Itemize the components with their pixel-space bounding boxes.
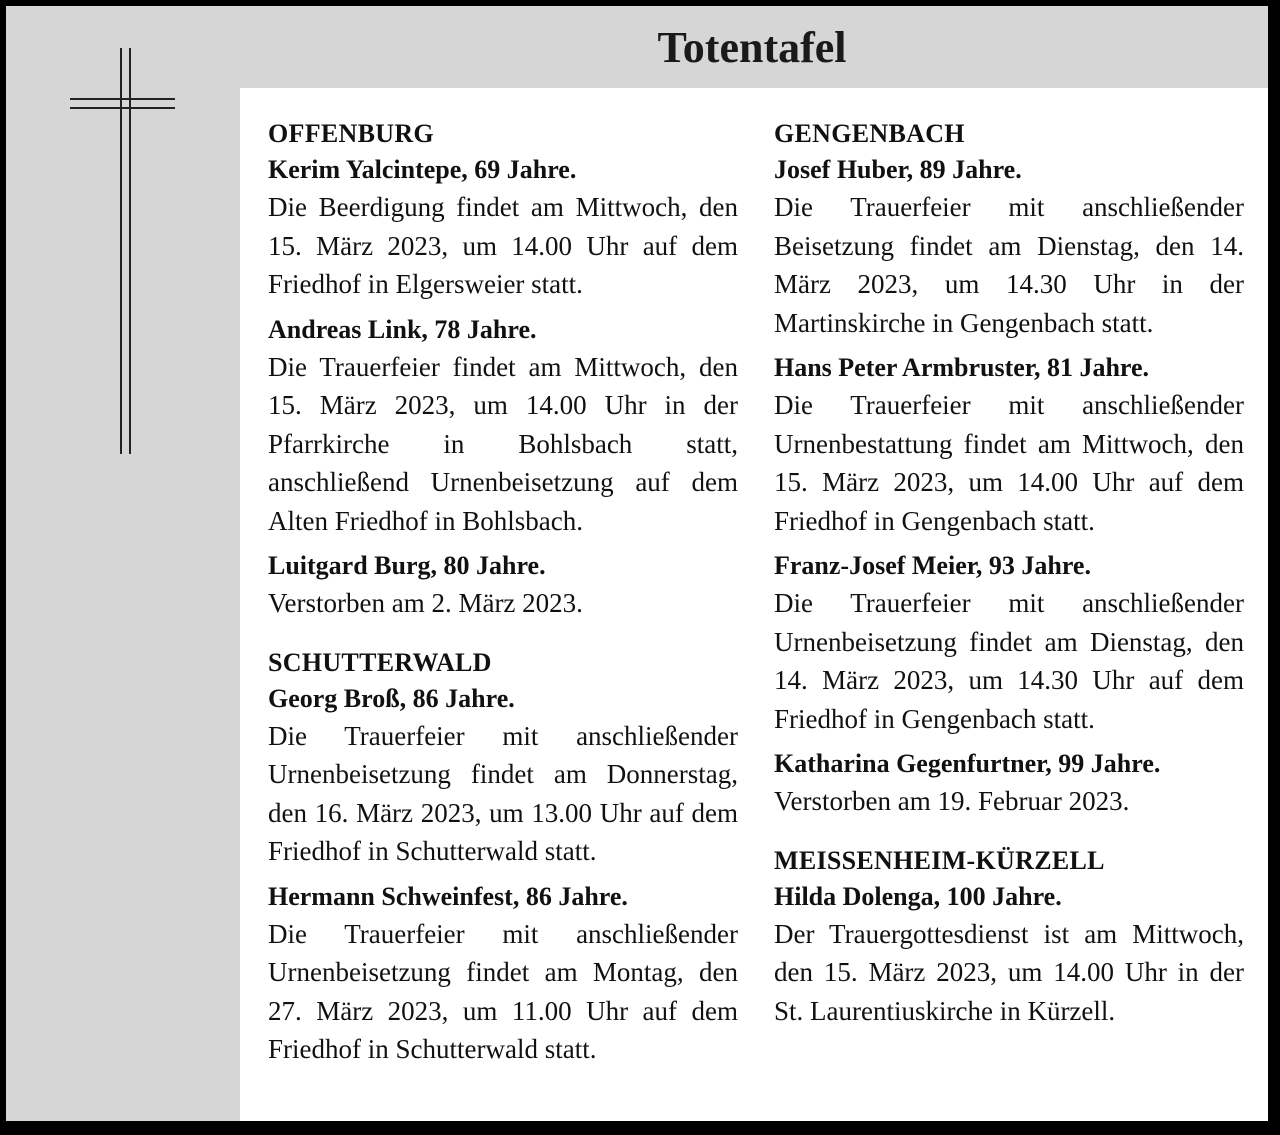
deceased-name: Katharina Gegenfurtner, 99 Jahre. (774, 749, 1161, 778)
obituary-entry (774, 879, 1244, 1031)
deceased-name: Andreas Link, 78 Jahre. (268, 314, 537, 344)
funeral-details: Die Trauerfeier mit anschließender Beisetzung findet am Dienstag, den 14. März 2023, um 14.30 Uhr in der Martinskirche in Gengenbach statt. (774, 192, 1244, 338)
obituary-board (6, 6, 1268, 1121)
funeral-details: Der Trauergottesdienst ist am Mittwoch, den 15. März 2023, um 14.00 Uhr in der St. Laurentiuskirche in Kürzell. (774, 918, 1244, 1026)
obituary-entry (268, 681, 738, 871)
deceased-name: Hilda Dolenga, 100 Jahre. (774, 881, 1062, 911)
left-column (268, 116, 738, 1077)
right-column (774, 116, 1244, 1038)
town-heading: OFFENBURG (268, 119, 434, 148)
funeral-details: Verstorben am 19. Februar 2023. (774, 786, 1130, 816)
deceased-name: Josef Huber, 89 Jahre. (774, 155, 1022, 184)
deceased-name: Georg Broß, 86 Jahre. (268, 683, 515, 713)
notice-panel (240, 88, 1268, 1121)
obituary-entry (268, 152, 738, 304)
deceased-name: Hans Peter Armbruster, 81 Jahre. (774, 353, 1150, 382)
funeral-details: Die Beerdigung findet am Mittwoch, den 15. März 2023, um 14.00 Uhr auf dem Friedhof in Elgersweier statt. (268, 192, 738, 299)
funeral-details: Die Trauerfeier mit anschließender Urnenbestattung findet am Mittwoch, den 15. März 2023, um 14.00 Uhr auf dem Friedhof in Gengenbach statt. (774, 390, 1244, 536)
deceased-name: Kerim Yalcintepe, 69 Jahre. (268, 155, 577, 184)
town-heading: MEISSENHEIM-KÜRZELL (774, 845, 1105, 875)
obituary-entry (774, 746, 1244, 821)
obituary-entry (268, 312, 738, 541)
funeral-details: Verstorben am 2. März 2023. (268, 588, 583, 618)
deceased-name: Luitgard Burg, 80 Jahre. (268, 551, 546, 580)
cross-icon (68, 48, 178, 458)
obituary-entry (774, 350, 1244, 540)
funeral-details: Die Trauerfeier mit anschließender Urnenbeisetzung findet am Montag, den 27. März 2023, um 11.00 Uhr auf dem Friedhof in Schutterwald statt. (268, 918, 738, 1064)
town-heading: GENGENBACH (774, 119, 965, 148)
page-title: Totentafel (657, 23, 847, 72)
obituary-entry (774, 152, 1244, 342)
funeral-details: Die Trauerfeier mit anschließender Urnenbeisetzung findet am Dienstag, den 14. März 2023, um 14.30 Uhr auf dem Friedhof in Gengenbach statt. (774, 588, 1244, 734)
deceased-name: Franz-Josef Meier, 93 Jahre. (774, 551, 1091, 580)
funeral-details: Die Trauerfeier mit anschließender Urnenbeisetzung findet am Donnerstag, den 16. März 2023, um 13.00 Uhr auf dem Friedhof in Schutterwald statt. (268, 720, 738, 866)
funeral-details: Die Trauerfeier findet am Mittwoch, den 15. März 2023, um 14.00 Uhr in der Pfarrkirche in Bohlsbach statt, anschließend Urnenbeisetzung auf dem Alten Friedhof in Bohlsbach. (268, 351, 738, 536)
obituary-entry (268, 548, 738, 623)
obituary-entry (774, 548, 1244, 738)
town-heading: SCHUTTERWALD (268, 647, 492, 677)
obituary-entry (268, 879, 738, 1069)
deceased-name: Hermann Schweinfest, 86 Jahre. (268, 881, 628, 911)
